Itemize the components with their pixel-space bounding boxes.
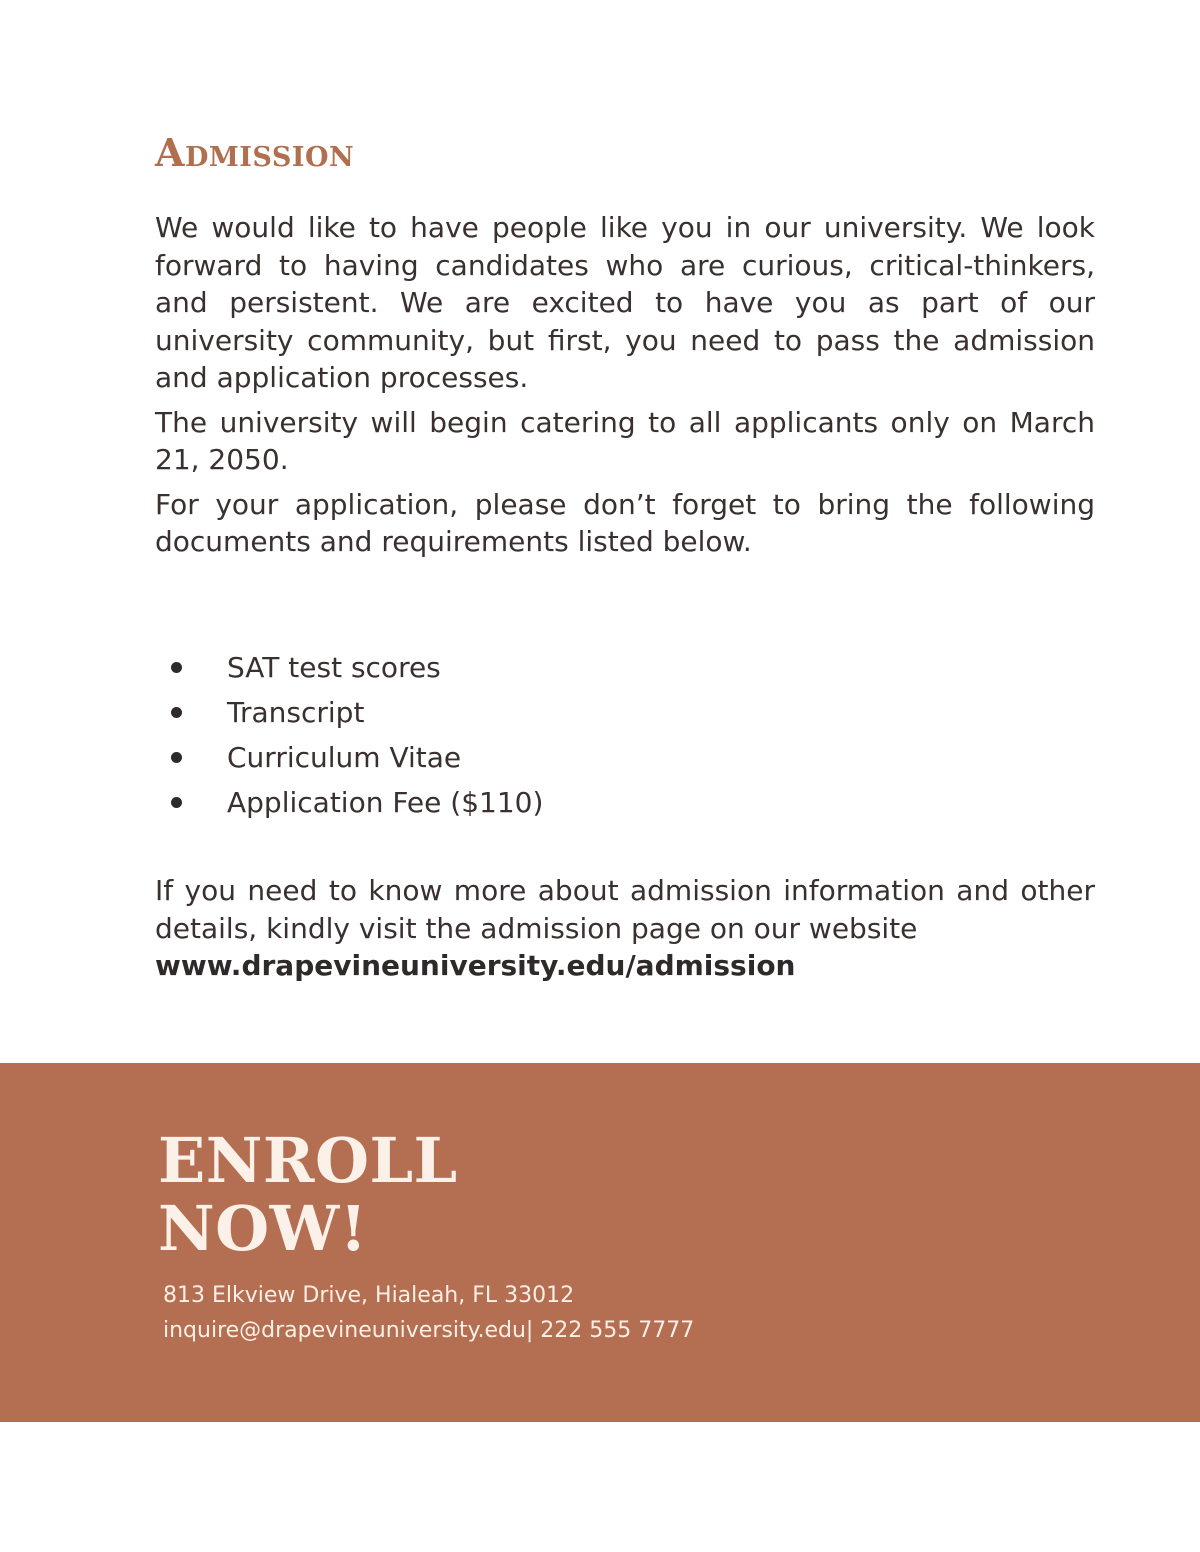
enroll-footer <box>0 1063 1200 1422</box>
admission-website-link[interactable]: www.drapevineuniversity.edu/admission <box>155 949 796 982</box>
requirements-list <box>155 645 855 825</box>
more-info-block <box>155 872 1095 985</box>
list-item <box>155 690 855 735</box>
cta-line-1: ENROLL <box>158 1124 458 1197</box>
bullet-icon <box>171 707 182 718</box>
cta-line-2: NOW! <box>158 1192 368 1265</box>
schedule-paragraph: The university will begin catering to all applicants only on March 21, 2050. <box>155 405 1095 476</box>
requirement-label: SAT test scores <box>227 651 441 684</box>
requirement-label: Transcript <box>227 696 365 729</box>
list-item <box>155 735 855 780</box>
more-info-paragraph: If you need to know more about admission information and other details, kindly visit the admission page on our website <box>155 874 1095 945</box>
contact-text: inquire@drapevineuniversity.edu| 222 555 7777 <box>163 1318 695 1343</box>
address-text: 813 Elkview Drive, Hialeah, FL 33012 <box>163 1283 575 1308</box>
requirement-label: Curriculum Vitae <box>227 741 462 774</box>
list-item <box>155 780 855 825</box>
section-title: Admission <box>155 130 355 175</box>
bullet-icon <box>171 752 182 763</box>
intro-paragraph: We would like to have people like you in our university. We look forward to having candidates who are curious, critical-thinkers, and persistent. We are excited to have you as part of our university community, but first, you need to pass the admission and application processes. <box>155 211 1095 394</box>
requirements-intro-paragraph: For your application, please don’t forget to bring the following documents and requirements listed below. <box>155 487 1095 558</box>
bullet-icon <box>171 797 182 808</box>
admission-intro <box>155 209 1095 568</box>
bullet-icon <box>171 662 182 673</box>
requirement-label: Application Fee ($110) <box>227 786 544 819</box>
list-item <box>155 645 855 690</box>
enroll-now-heading <box>158 1124 458 1265</box>
